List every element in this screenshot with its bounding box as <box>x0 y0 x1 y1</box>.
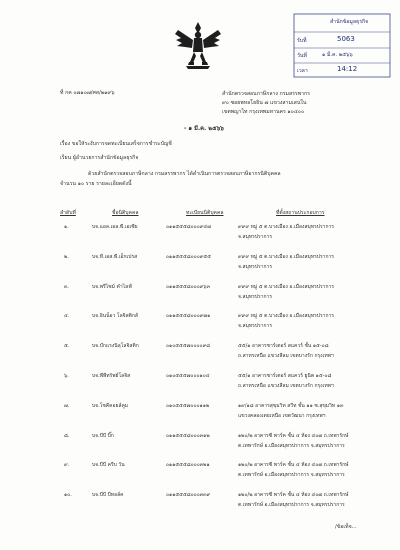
stamp-time-value: 14:12 <box>337 65 358 73</box>
garuda-emblem <box>172 18 224 72</box>
row-address-line-2: ถ.สาทรเหนือ แขวงสีลม เขตบางรัก กรุงเทพฯ <box>238 353 334 360</box>
row-address-line-1: ๙๙๙ หมู่ ๕ ต.บางเมือง อ.เมืองสมุทรปราการ <box>238 283 334 290</box>
document-date: - ๑ มี.ค. ๒๕๖๖ <box>184 126 224 132</box>
row-registration-number: ๐๑๑๕๕๕๘๐๐๐๓๑๒ <box>166 432 210 439</box>
row-address-line-1: ๑๒๐/๒ อาคารซี พาร์ค ชั้น ๔ ห้อง ๔๐๗ ถ.เทพารักษ์ <box>238 432 349 439</box>
row-address-line-1: ๑๒๐/๒ อาคารซี พาร์ค ชั้น ๔ ห้อง ๔๐๗ ถ.เทพารักษ์ <box>238 492 349 499</box>
row-address-line-1: ๕๕/๑ อาคารชาร์เตอร์ สแควร์ ยูนิต ๑๕-๐๘ <box>238 373 332 379</box>
column-header-registration: ทะเบียนนิติบุคคล <box>186 210 224 216</box>
row-address-line-2: จ.สมุทรปราการ <box>238 293 273 300</box>
row-number: ๕. <box>64 343 70 350</box>
row-number: ๓. <box>64 283 70 290</box>
body-paragraph-line-2: จำนวน ๑๐ ราย รายละเอียดดังนี้ <box>60 181 132 187</box>
row-entity-name: บจ.บีบี บิ๊ก <box>92 432 114 439</box>
row-address-line-2: แขวงคลองเตยเหนือ เขตวัฒนา กรุงเทพฯ <box>238 412 326 419</box>
row-number: ๔. <box>64 313 70 320</box>
stamp-recv-no: 5063 <box>337 35 355 43</box>
stamp-recv-label: รับที่ <box>297 38 307 44</box>
row-address-line-1: ๑๒๐/๒ อาคารซี พาร์ค ชั้น ๔ ห้อง ๔๐๗ ถ.เทพารักษ์ <box>238 462 349 469</box>
row-registration-number: ๐๑๐๕๕๕๗๐๐๐๑๑๒ <box>166 402 210 409</box>
row-entity-name: บจ.บีบี บีทอล์ค <box>92 492 124 499</box>
column-header-name: ชื่อนิติบุคคล <box>112 210 139 216</box>
sender-line-2: ๙๐ ซอยพหลโยธิน ๗ แขวงสามเสนใน <box>222 100 307 106</box>
stamp-office: สำนักข้อมูลธุรกิจ <box>330 19 369 25</box>
row-entity-name: บจ.พรีไซม์ คำไลฟ์ <box>92 283 132 290</box>
stamp-date-value: ๑ มี.ค. ๒๕๖๖ <box>322 52 353 58</box>
row-address-line-1: ๕๕/๑ อาคารชาร์เตอร์ สแควร์ ชั้น ๑๕-๐๘ <box>238 343 329 350</box>
row-address-line-2: จ.สมุทรปราการ <box>238 234 273 240</box>
row-entity-name: บจ.พีพีทรัพย์โลจิส <box>92 373 131 379</box>
row-registration-number: ๐๑๑๕๕๕๘๐๐๐๓๒๑ <box>166 462 210 469</box>
row-entity-name: บจ.โชคีคอยล์คูม <box>92 402 129 409</box>
document-number: ที่ กค ๐๗๑๐๗/ศส/๒๑๙๖ <box>60 90 115 96</box>
row-number: ๖. <box>64 373 69 379</box>
recipient-line: เรียน ผู้อำนวยการสำนักข้อมูลธุรกิจ <box>60 155 139 161</box>
row-number: ๒. <box>64 253 69 260</box>
row-address-line-2: ต.เทพารักษ์ อ.เมืองสมุทรปราการ จ.สมุทรปราการ <box>238 472 345 479</box>
row-address-line-1: ๑๙/๑๘ อาคารสุขุมวิท สวีท ชั้น ๑๑ ซ.สุขุมวิท ๑๓ <box>238 402 344 409</box>
column-header-address: ที่ตั้งสถานประกอบการ <box>276 210 325 216</box>
row-registration-number: ๐๑๑๕๕๕๘๐๐๐๙๗๑ <box>166 313 211 320</box>
row-address-line-1: ๙๙๙ หมู่ ๕ ต.บางเมือง อ.เมืองสมุทรปราการ <box>238 224 334 230</box>
row-entity-name: บจ.แอล.เอล.พี.เอเซีย <box>92 224 138 230</box>
stamp-time-label: เวลา <box>297 68 308 74</box>
row-registration-number: ๐๑๑๕๕๕๘๐๐๐๓๓๙ <box>166 492 211 499</box>
row-entity-name: บจ.ที.เอส.พี.เอ็กเปรส <box>92 253 138 260</box>
row-address-line-1: ๙๙๙ หมู่ ๕ ต.บางเมือง อ.เมืองสมุทรปราการ <box>238 313 334 320</box>
row-entity-name: บจ.บีบี ครีบ วัน <box>92 462 125 469</box>
row-number: ๗. <box>64 402 70 409</box>
sender-line-1: สำนักตรวจสอบภาษีกลาง กรมสรรพากร <box>222 91 310 97</box>
row-number: ๑๐. <box>64 492 72 499</box>
row-address-line-2: จ.สมุทรปราการ <box>238 263 273 270</box>
row-address-line-2: ถ.สาทรเหนือ แขวงสีลม เขตบางรัก กรุงเทพฯ <box>238 383 334 389</box>
row-number: ๑. <box>64 224 69 230</box>
row-registration-number: ๐๑๑๕๕๕๘๐๐๐๙๔๗ <box>166 224 211 230</box>
row-registration-number: ๐๑๑๕๕๕๘๐๐๐๙๕๕ <box>166 253 211 260</box>
row-address-line-1: ๙๙๙ หมู่ ๕ ต.บางเมือง อ.เมืองสมุทรปราการ <box>238 253 334 260</box>
row-address-line-2: ต.เทพารักษ์ อ.เมืองสมุทรปราการ จ.สมุทรปราการ <box>238 442 345 449</box>
row-registration-number: ๐๑๐๕๕๕๗๐๐๐๑๐๔ <box>166 373 210 379</box>
row-entity-name: บจ.อินน็อว โลจิสติกส์ <box>92 313 138 320</box>
row-address-line-2: ต.เทพารักษ์ อ.เมืองสมุทรปราการ จ.สมุทรปราการ <box>238 502 345 509</box>
row-registration-number: ๐๑๑๕๕๕๘๐๐๐๙๖๓ <box>166 283 211 290</box>
row-number: ๘. <box>64 432 70 439</box>
row-entity-name: บจ.บ๊กแรงนิลุโลจิสติก <box>92 343 139 350</box>
row-number: ๙. <box>64 462 70 469</box>
row-registration-number: ๐๑๐๕๕๕๗๐๐๐๐๙๘ <box>166 343 211 350</box>
body-paragraph-line-1: ด้วยสำนักตรวจสอบภาษีกลาง กรมสรรพากร ได้ดำเนินการตรวจสอบภาษีอากรนิติบุคคล <box>88 171 281 177</box>
stamp-date-label: วันที่ <box>297 53 307 59</box>
subject-line: เรื่อง ขอให้ระงับการจดทะเบียนเสร็จการชำระบัญชี <box>60 141 172 147</box>
column-header-no: ลำดับที่ <box>60 210 76 216</box>
continued-note: /ข้อเท็จ... <box>335 524 357 530</box>
row-address-line-2: จ.สมุทรปราการ <box>238 323 273 330</box>
sender-line-3: เขตพญาไท กรุงเทพมหานคร ๑๐๔๐๐ <box>222 109 305 115</box>
